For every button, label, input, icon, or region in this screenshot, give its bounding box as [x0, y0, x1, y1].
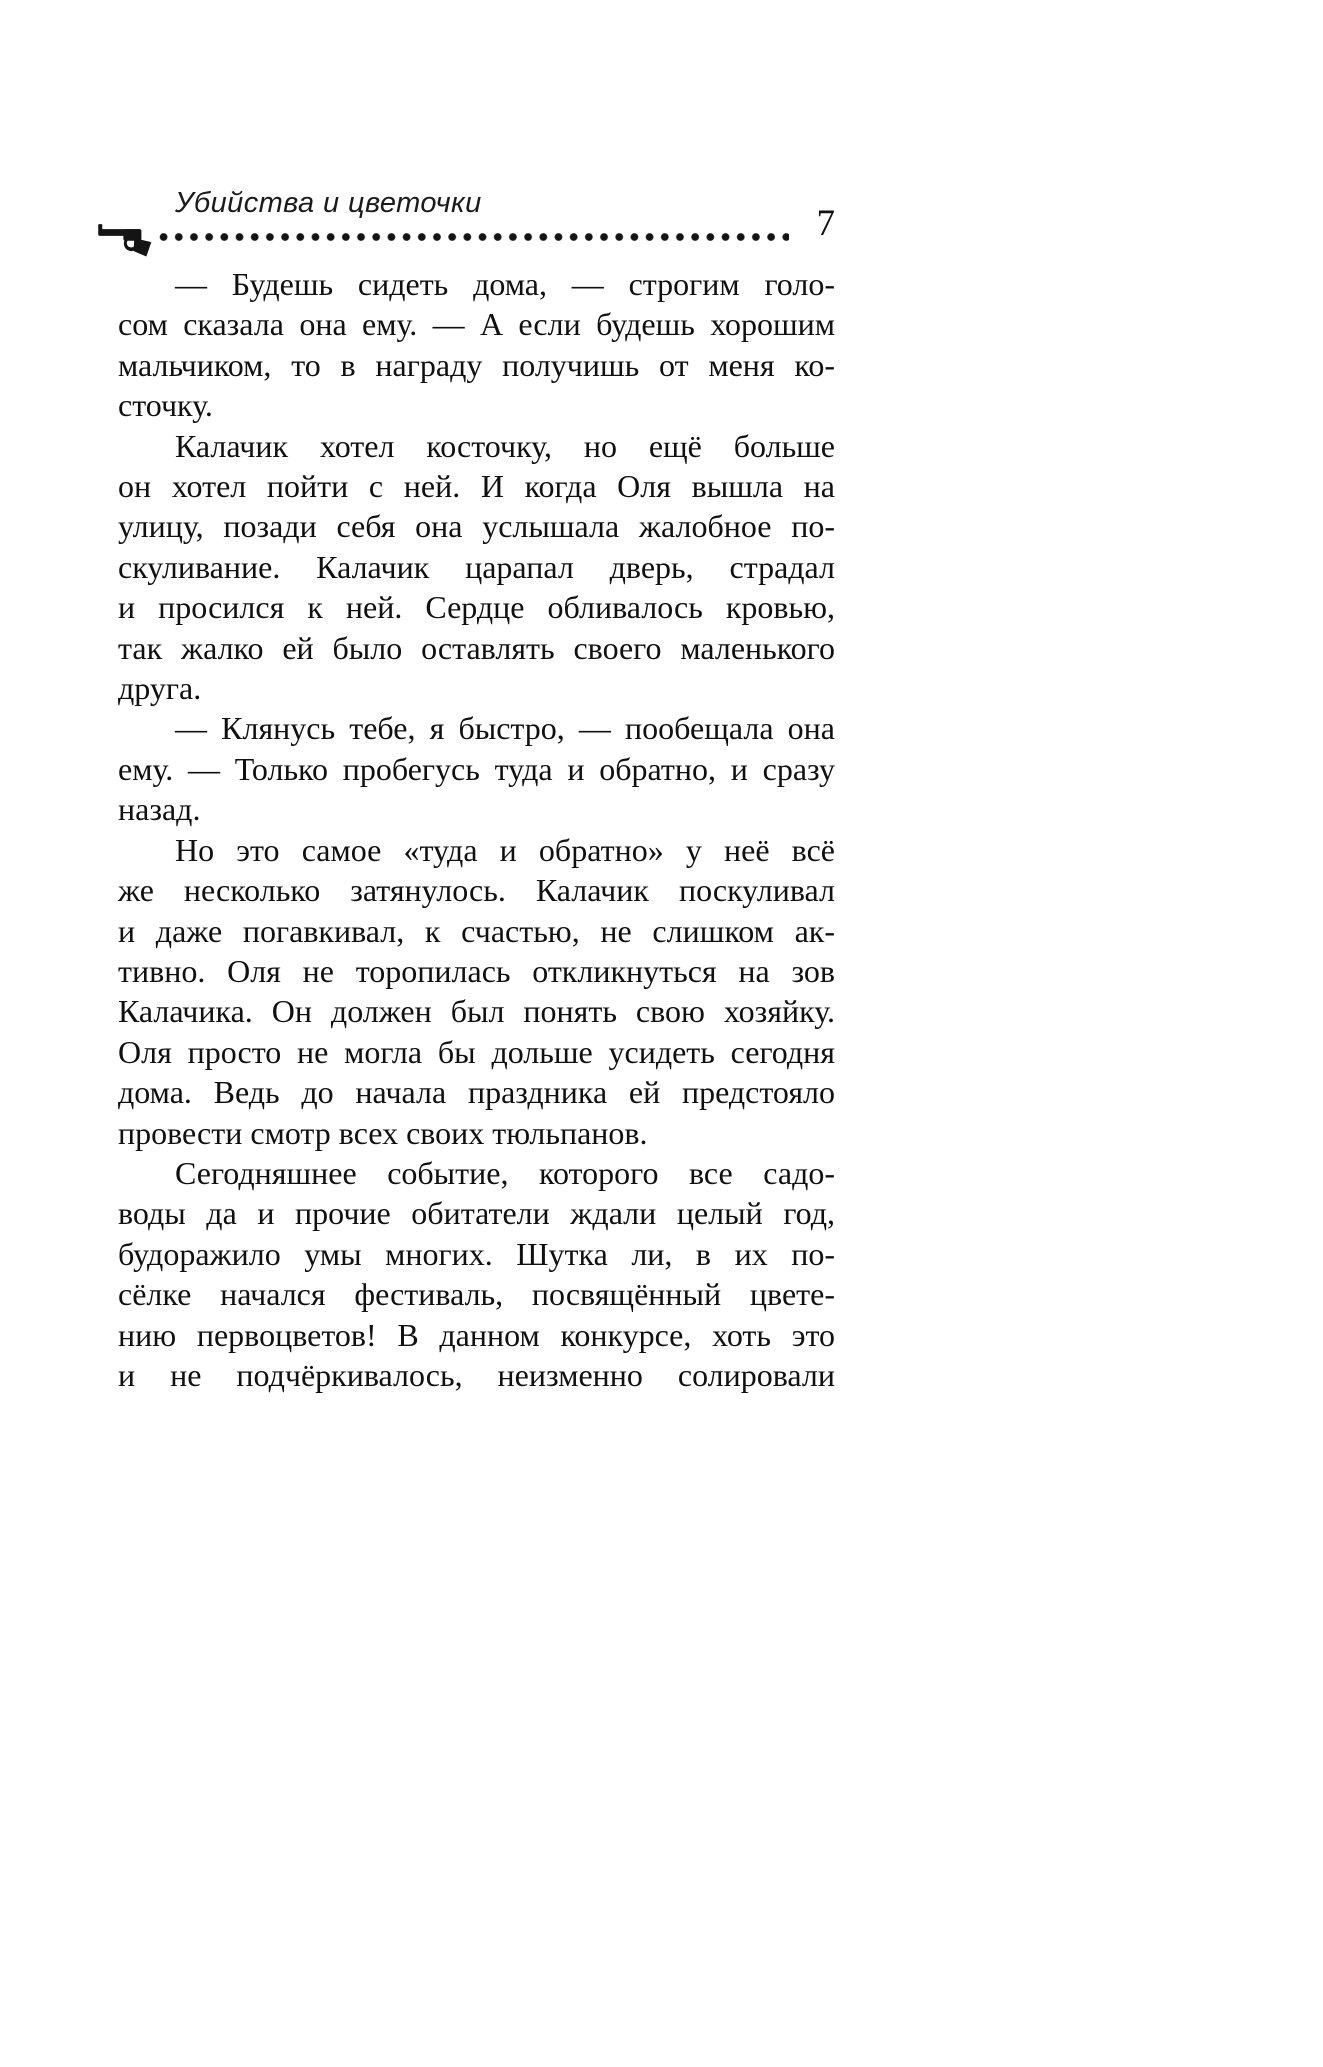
revolver-icon	[98, 221, 156, 257]
text-line: Но это самое «туда и обратно» у неё всё	[175, 831, 835, 868]
paragraph	[118, 1153, 835, 1395]
text-line: провести смотр всех своих тюльпанов.	[118, 1114, 648, 1151]
text-line: дома. Ведь до начала праздника ей предстояло	[118, 1074, 835, 1111]
text-line: и не подчёркивалось, неизменно солировали	[118, 1356, 835, 1393]
running-title: Убийства и цветочки	[175, 187, 482, 219]
text-line: — Клянусь тебе, я быстро, — пообещала она	[175, 710, 835, 747]
text-line: скуливание. Калачик царапал дверь, страдал	[118, 548, 835, 585]
text-line: друга.	[118, 670, 202, 707]
text-line: Калачика. Он должен был понять свою хозяйку.	[118, 993, 835, 1030]
text-line: сом сказала она ему. — А если будешь хорошим	[118, 306, 835, 343]
paragraph	[118, 830, 835, 1153]
text-line: сточку.	[118, 387, 213, 424]
paragraph	[118, 264, 835, 426]
text-line: Оля просто не могла бы дольше усидеть сегодня	[118, 1033, 835, 1070]
page-content	[118, 186, 835, 1395]
paragraph	[118, 426, 835, 709]
text-line: будоражило умы многих. Шутка ли, в их по-	[118, 1235, 835, 1272]
text-line: улицу, позади себя она услышала жалобное по-	[118, 508, 835, 545]
text-line: же несколько затянулось. Калачик поскуливал	[118, 872, 835, 909]
text-line: тивно. Оля не торопилась откликнуться на зов	[118, 952, 835, 989]
text-line: нию первоцветов! В данном конкурсе, хоть это	[118, 1316, 835, 1353]
page-number: 7	[816, 203, 835, 244]
text-line: назад.	[118, 791, 201, 828]
text-line: и просился к ней. Сердце обливалось кровью,	[118, 589, 835, 626]
text-line: Сегодняшнее событие, которого все садо-	[175, 1154, 835, 1191]
text-line: Калачик хотел косточку, но ещё больше	[175, 427, 835, 464]
text-line: — Будешь сидеть дома, — строгим голо-	[175, 266, 835, 302]
text-line: он хотел пойти с ней. И когда Оля вышла на	[118, 468, 835, 505]
text-line: воды да и прочие обитатели ждали целый год,	[118, 1195, 835, 1232]
page-body	[118, 264, 835, 1395]
text-line: и даже погавкивал, к счастью, не слишком ак-	[118, 912, 835, 949]
dotted-rule	[156, 231, 789, 243]
text-line: сёлке начался фестиваль, посвящённый цвете-	[118, 1276, 835, 1313]
text-line: так жалко ей было оставлять своего маленького	[118, 629, 835, 666]
paragraph	[118, 708, 835, 829]
text-line: ему. — Только пробегусь туда и обратно, и сразу	[118, 750, 835, 787]
text-line: мальчиком, то в награду получишь от меня ко-	[118, 346, 835, 383]
